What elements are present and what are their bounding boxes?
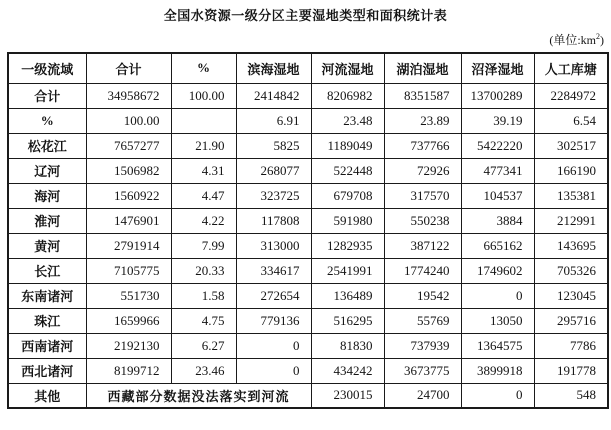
column-header-reservoir: 人工库塘 — [534, 53, 608, 83]
table-row — [8, 158, 608, 183]
value-cell: 679708 — [311, 183, 384, 208]
row-note: 西藏部分数据没法落实到河流 — [86, 383, 311, 408]
row-label: 西北诸河 — [8, 358, 86, 383]
row-label: 黄河 — [8, 233, 86, 258]
table-body — [8, 83, 608, 408]
value-cell: 8199712 — [86, 358, 171, 383]
value-cell: 0 — [236, 333, 311, 358]
value-cell: 2414842 — [236, 83, 311, 108]
column-header-coastal: 滨海湿地 — [236, 53, 311, 83]
value-cell: 295716 — [534, 308, 608, 333]
value-cell: 135381 — [534, 183, 608, 208]
row-label: 东南诸河 — [8, 283, 86, 308]
value-cell: 477341 — [461, 158, 534, 183]
table-row — [8, 383, 608, 408]
value-cell: 3673775 — [384, 358, 461, 383]
value-cell: 6.27 — [171, 333, 236, 358]
value-cell: 20.33 — [171, 258, 236, 283]
value-cell: 323725 — [236, 183, 311, 208]
value-cell: 23.48 — [311, 108, 384, 133]
value-cell: 143695 — [534, 233, 608, 258]
unit-note-close: ) — [600, 33, 604, 47]
value-cell: 1.58 — [171, 283, 236, 308]
value-cell: 6.54 — [534, 108, 608, 133]
value-cell: 13700289 — [461, 83, 534, 108]
row-label: 长江 — [8, 258, 86, 283]
value-cell: 2192130 — [86, 333, 171, 358]
table-row — [8, 133, 608, 158]
value-cell: 665162 — [461, 233, 534, 258]
value-cell: 117808 — [236, 208, 311, 233]
unit-note-text: (单位:km — [549, 33, 596, 47]
value-cell: 1189049 — [311, 133, 384, 158]
row-label: % — [8, 108, 86, 133]
value-cell: 6.91 — [236, 108, 311, 133]
table-row — [8, 258, 608, 283]
table-row — [8, 233, 608, 258]
table-row — [8, 308, 608, 333]
value-cell: 55769 — [384, 308, 461, 333]
value-cell: 4.22 — [171, 208, 236, 233]
unit-note-superscript: 2 — [596, 32, 600, 41]
value-cell: 7105775 — [86, 258, 171, 283]
value-cell: 2541991 — [311, 258, 384, 283]
value-cell: 19542 — [384, 283, 461, 308]
value-cell: 434242 — [311, 358, 384, 383]
column-header-percent: % — [171, 53, 236, 83]
value-cell: 104537 — [461, 183, 534, 208]
value-cell: 21.90 — [171, 133, 236, 158]
value-cell: 516295 — [311, 308, 384, 333]
table-row — [8, 108, 608, 133]
value-cell: 7786 — [534, 333, 608, 358]
value-cell: 24700 — [384, 383, 461, 408]
row-label: 珠江 — [8, 308, 86, 333]
table-row — [8, 183, 608, 208]
value-cell: 4.75 — [171, 308, 236, 333]
value-cell: 23.46 — [171, 358, 236, 383]
value-cell: 3884 — [461, 208, 534, 233]
value-cell: 1749602 — [461, 258, 534, 283]
value-cell: 7.99 — [171, 233, 236, 258]
table-row — [8, 208, 608, 233]
table-row — [8, 283, 608, 308]
value-cell: 5825 — [236, 133, 311, 158]
value-cell: 1282935 — [311, 233, 384, 258]
value-cell: 737766 — [384, 133, 461, 158]
value-cell: 272654 — [236, 283, 311, 308]
row-label: 松花江 — [8, 133, 86, 158]
value-cell: 123045 — [534, 283, 608, 308]
row-label: 淮河 — [8, 208, 86, 233]
value-cell: 23.89 — [384, 108, 461, 133]
value-cell: 8351587 — [384, 83, 461, 108]
value-cell: 1364575 — [461, 333, 534, 358]
value-cell: 81830 — [311, 333, 384, 358]
row-label: 西南诸河 — [8, 333, 86, 358]
value-cell: 1476901 — [86, 208, 171, 233]
value-cell: 550238 — [384, 208, 461, 233]
value-cell: 4.31 — [171, 158, 236, 183]
value-cell: 100.00 — [171, 83, 236, 108]
table-row — [8, 83, 608, 108]
value-cell: 0 — [236, 358, 311, 383]
value-cell: 387122 — [384, 233, 461, 258]
value-cell: 0 — [461, 283, 534, 308]
value-cell: 5422220 — [461, 133, 534, 158]
value-cell: 1506982 — [86, 158, 171, 183]
value-cell: 268077 — [236, 158, 311, 183]
table-row — [8, 358, 608, 383]
value-cell: 705326 — [534, 258, 608, 283]
value-cell: 34958672 — [86, 83, 171, 108]
table-row — [8, 333, 608, 358]
value-cell: 136489 — [311, 283, 384, 308]
header-row — [8, 53, 608, 83]
value-cell: 317570 — [384, 183, 461, 208]
wetland-statistics-table — [7, 52, 609, 409]
value-cell: 166190 — [534, 158, 608, 183]
value-cell: 522448 — [311, 158, 384, 183]
value-cell: 313000 — [236, 233, 311, 258]
value-cell: 212991 — [534, 208, 608, 233]
value-cell: 2284972 — [534, 83, 608, 108]
column-header-river: 河流湿地 — [311, 53, 384, 83]
value-cell: 1774240 — [384, 258, 461, 283]
value-cell: 548 — [534, 383, 608, 408]
value-cell: 779136 — [236, 308, 311, 333]
unit-note — [0, 31, 604, 48]
column-header-total: 合计 — [86, 53, 171, 83]
value-cell: 1659966 — [86, 308, 171, 333]
value-cell: 7657277 — [86, 133, 171, 158]
value-cell: 302517 — [534, 133, 608, 158]
value-cell: 551730 — [86, 283, 171, 308]
column-header-basin: 一级流域 — [8, 53, 86, 83]
row-label: 辽河 — [8, 158, 86, 183]
row-label: 合计 — [8, 83, 86, 108]
value-cell: 100.00 — [86, 108, 171, 133]
value-cell: 39.19 — [461, 108, 534, 133]
row-label: 其他 — [8, 383, 86, 408]
value-cell: 8206982 — [311, 83, 384, 108]
column-header-marsh: 沼泽湿地 — [461, 53, 534, 83]
table-title: 全国水资源一级分区主要湿地类型和面积统计表 — [163, 8, 448, 23]
value-cell: 72926 — [384, 158, 461, 183]
value-cell: 1560922 — [86, 183, 171, 208]
value-cell: 230015 — [311, 383, 384, 408]
value-cell: 3899918 — [461, 358, 534, 383]
value-cell: 191778 — [534, 358, 608, 383]
column-header-lake: 湖泊湿地 — [384, 53, 461, 83]
value-cell: 2791914 — [86, 233, 171, 258]
row-label: 海河 — [8, 183, 86, 208]
value-cell: 591980 — [311, 208, 384, 233]
value-cell: 334617 — [236, 258, 311, 283]
value-cell: 737939 — [384, 333, 461, 358]
value-cell: 4.47 — [171, 183, 236, 208]
value-cell: 0 — [461, 383, 534, 408]
value-cell: 13050 — [461, 308, 534, 333]
value-cell — [171, 108, 236, 133]
